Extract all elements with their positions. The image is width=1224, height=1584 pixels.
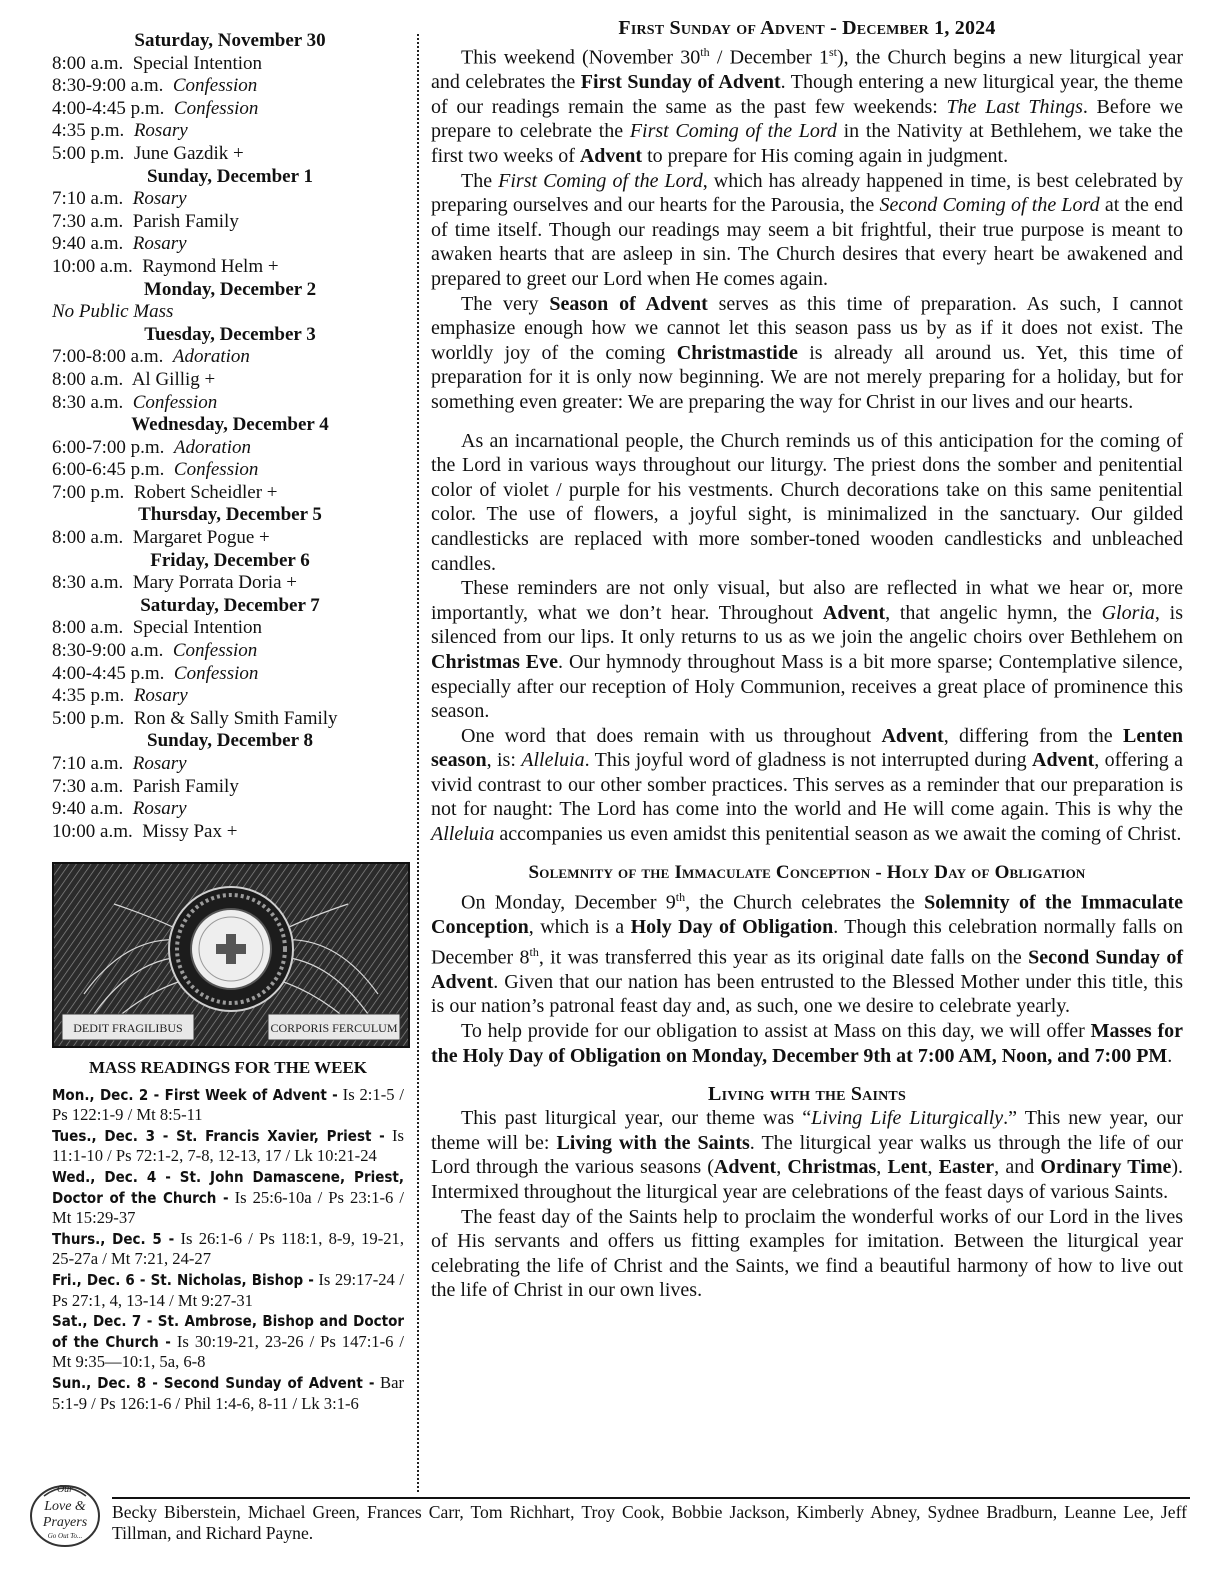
banner-left-text: DEDIT FRAGILIBUS — [73, 1021, 183, 1035]
reading-entry — [52, 1373, 404, 1414]
eucharist-engraving-image — [52, 862, 410, 1048]
schedule-intention: Missy Pax + — [142, 820, 238, 842]
schedule-entry — [52, 459, 408, 482]
logo-line-4: Go Out To... — [47, 1532, 83, 1540]
schedule-time: 8:30 a.m. — [52, 391, 124, 413]
schedule-time: 10:00 a.m. — [52, 255, 133, 277]
schedule-intention: Rosary — [133, 685, 188, 707]
schedule-intention: Adoration — [172, 346, 250, 368]
logo-line-3: Prayers — [42, 1515, 88, 1530]
schedule-time: 8:00 a.m. — [52, 527, 124, 549]
schedule-intention: Ron & Sally Smith Family — [133, 707, 338, 729]
reading-day: Mon., Dec. 2 - First Week of Advent - — [52, 1085, 338, 1104]
reading-references: Bar 5:1-9 / Ps 126:1-6 / Phil 1:4-6, 8-11 / Lk 3:1-6 — [52, 1372, 405, 1413]
schedule-time: 8:00 a.m. — [52, 52, 124, 74]
advent-paragraph-1: This weekend (November 30th / December 1st), the Church begins a new liturgical year and celebrates the First Sunday of Advent. Though entering a new liturgical year, the theme of our readings remain the same as the past few weekends: The Last Things. Before we prepare to celebrate the First Coming of the Lord in the Nativity at Bethlehem, we take the first two weeks of Advent to prepare for His coming again in judgment. — [431, 45, 1183, 168]
schedule-intention: June Gazdik + — [133, 142, 244, 164]
schedule-day-heading: Friday, December 6 — [150, 549, 310, 571]
schedule-day-heading: Wednesday, December 4 — [131, 414, 329, 436]
schedule-entry — [52, 640, 408, 663]
logo-line-1: Our — [56, 1484, 74, 1495]
schedule-intention: Rosary — [132, 188, 187, 210]
schedule-time: 4:00-4:45 p.m. — [52, 662, 165, 684]
schedule-time: 7:00-8:00 a.m. — [52, 346, 164, 368]
schedule-time: 7:10 a.m. — [52, 753, 124, 774]
schedule-entry — [52, 527, 408, 550]
schedule-intention: Confession — [172, 640, 258, 662]
column-divider — [417, 34, 419, 1492]
schedule-entry — [52, 120, 408, 143]
schedule-entry — [52, 753, 408, 776]
schedule-entry — [52, 685, 408, 708]
schedule-entry — [52, 437, 408, 460]
saints-paragraph-2: The feast day of the Saints help to proclaim the wonderful works of our Lord in the lives of His servants and offers us fitting examples for imitation. Between the liturgical year celebrating the life of Christ and the Saints, we find a beautiful harmony of how to live out the life of Christ in our own lives. — [431, 1205, 1183, 1302]
reading-day: Fri., Dec. 6 - St. Nicholas, Bishop - — [52, 1270, 314, 1289]
mass-schedule — [52, 30, 408, 843]
schedule-entry — [52, 482, 408, 505]
schedule-intention: No Public Mass — [52, 301, 174, 323]
schedule-entry — [52, 821, 408, 844]
readings-list — [52, 1085, 404, 1415]
schedule-day-heading: Sunday, December 1 — [147, 165, 313, 187]
schedule-time: 5:00 p.m. — [52, 142, 125, 164]
prayer-list-names: Becky Biberstein, Michael Green, Frances Carr, Tom Richhart, Troy Cook, Bobbie Jackson, Kimberly Abney, Sydnee Bradburn, Leanne Lee, Jeff Tillman, and Richard Payne. — [112, 1502, 1187, 1543]
solemnity-paragraph-2: To help provide for our obligation to assist at Mass on this day, we will offer Masses for the Holy Day of Obligation on Monday, December 9th at 7:00 AM, Noon, and 7:00 PM. — [431, 1019, 1183, 1067]
reading-entry — [52, 1085, 404, 1126]
schedule-time: 7:30 a.m. — [52, 210, 124, 232]
schedule-time: 4:35 p.m. — [52, 685, 125, 707]
reading-entry — [52, 1229, 404, 1270]
reading-entry — [52, 1270, 404, 1311]
schedule-day-heading: Saturday, December 7 — [140, 594, 320, 616]
schedule-intention: Confession — [173, 459, 259, 481]
schedule-intention: Rosary — [132, 233, 187, 255]
schedule-time: 10:00 a.m. — [52, 820, 133, 842]
schedule-day-heading: Tuesday, December 3 — [144, 323, 316, 345]
reading-entry — [52, 1167, 404, 1229]
reading-entry — [52, 1311, 404, 1373]
solemnity-paragraph-1: On Monday, December 9th, the Church celebrates the Solemnity of the Immaculate Conception, which is a Holy Day of Obligation. Though this celebration normally falls on December 8th, it was transferred this year as its original date falls on the Second Sunday of Advent. Given that our nation has been entrusted to the Blessed Mother under this title, this is our nation’s patronal feast day and, as such, one we desire to celebrate yearly. — [431, 889, 1183, 1018]
schedule-intention: Rosary — [132, 753, 187, 774]
schedule-entry — [52, 98, 408, 121]
schedule-day-heading: Saturday, November 30 — [134, 30, 326, 51]
advent-paragraph-3: The very Season of Advent serves as this time of preparation. As such, I cannot emphasize enough how we cannot let this season pass us by as if it does not exist. The worldly joy of the coming Christmastide is already all around us. Yet, this time of preparation for it is only now beginning. We are not merely preparing for a holiday, but for something even greater: We are preparing the way for Christ in our lives and our hearts. — [431, 292, 1183, 413]
advent-title: First Sunday of Advent - December 1, 2024 — [618, 17, 996, 39]
reading-references: Is 11:1-10 / Ps 72:1-2, 7-8, 12-13, 17 / Lk 10:21-24 — [52, 1125, 404, 1166]
schedule-time: 6:00-7:00 p.m. — [52, 436, 165, 458]
schedule-day-heading: Monday, December 2 — [143, 278, 317, 300]
schedule-intention: Mary Porrata Doria + — [132, 572, 297, 594]
article-column — [431, 16, 1183, 1303]
schedule-entry — [52, 663, 408, 686]
schedule-day-heading: Thursday, December 5 — [138, 504, 322, 526]
schedule-time: 8:30-9:00 a.m. — [52, 75, 164, 97]
schedule-entry — [52, 233, 408, 256]
schedule-intention: Confession — [173, 662, 259, 684]
advent-paragraph-2: The First Coming of the Lord, which has already happened in time, is best celebrated by preparing ourselves and our hearts for the Parousia, the Second Coming of the Lord at the end of time itself. Though our readings may seem a bit frightful, their true purpose is meant to awaken hearts that are asleep in sin. The Church desires that every heart be awakened and prepared to greet our Lord when He comes again. — [431, 169, 1184, 290]
solemnity-title: Solemnity of the Immaculate Conception - Holy Day of Obligation — [528, 861, 1086, 883]
schedule-time: 8:30-9:00 a.m. — [52, 640, 164, 662]
schedule-intention: Margaret Pogue + — [132, 527, 270, 549]
schedule-intention: Special Intention — [132, 617, 263, 639]
schedule-time: 4:00-4:45 p.m. — [52, 97, 165, 119]
love-and-prayers-logo — [26, 1476, 104, 1552]
reading-entry — [52, 1126, 404, 1167]
schedule-entry — [52, 346, 408, 369]
advent-paragraph-5: These reminders are not only visual, but also are reflected in what we hear or, more importantly, what we don’t hear. Throughout Advent, that angelic hymn, the Gloria, is silenced from our lips. It only returns to us as we join the angelic choirs over Bethlehem on Christmas Eve. Our hymnody throughout Mass is a bit more sparse; Contemplative silence, especially after our reception of Holy Communion, receives a great place of prominence this season. — [431, 577, 1184, 723]
reading-references: Is 29:17-24 / Ps 27:1, 4, 13-14 / Mt 9:27-31 — [52, 1269, 404, 1310]
advent-paragraph-6: One word that does remain with us throughout Advent, differing from the Lenten season, is: Alleluia. This joyful word of gladness is not interrupted during Advent, offering a vivid contrast to our other somber practices. This serves as a reminder that our preparation is not for naught: The Lord has come into the world and He will come again. This is why the Alleluia accompanies us even amidst this penitential season as we await the coming of Christ. — [431, 724, 1184, 846]
schedule-time: 9:40 a.m. — [52, 233, 124, 255]
schedule-time: 8:30 a.m. — [52, 572, 124, 594]
reading-references: Is 26:1-6 / Ps 118:1, 8-9, 19-21, 25-27a / Mt 7:21, 24-27 — [52, 1228, 404, 1269]
schedule-entry — [52, 798, 408, 821]
schedule-entry — [52, 53, 408, 76]
schedule-intention: Confession — [172, 75, 258, 97]
advent-paragraph-4: As an incarnational people, the Church reminds us of this anticipation for the coming of the Lord in various ways throughout our liturgy. The priest dons the somber and penitential color of violet / purple for his vestments. Church decorations take on this same penitential color. The use of flowers, a joyful sight, is minimalized in the sanctuary. Our gilded candlesticks are replaced with more somber-toned wooden candlesticks and unbleached candles. — [431, 429, 1183, 575]
schedule-intention: Confession — [132, 391, 218, 413]
schedule-intention: Special Intention — [132, 52, 263, 74]
reading-references: Is 2:1-5 / Ps 122:1-9 / Mt 8:5-11 — [52, 1084, 405, 1125]
reading-references: Is 25:6-10a / Ps 23:1-6 / Mt 15:29-37 — [52, 1187, 404, 1228]
schedule-entry — [52, 188, 408, 211]
schedule-time: 7:10 a.m. — [52, 188, 124, 210]
schedule-time: 7:30 a.m. — [52, 775, 124, 797]
schedule-intention: Parish Family — [132, 210, 239, 232]
reading-references: Is 30:19-21, 23-26 / Ps 147:1-6 / Mt 9:35—10:1, 5a, 6-8 — [52, 1331, 405, 1372]
schedule-time: 9:40 a.m. — [52, 798, 124, 820]
reading-day: Thurs., Dec. 5 - — [52, 1229, 175, 1248]
schedule-time: 8:00 a.m. — [52, 617, 124, 639]
banner-right-text: CORPORIS FERCULUM — [270, 1021, 398, 1035]
schedule-intention: Parish Family — [132, 775, 239, 797]
schedule-entry — [52, 392, 408, 415]
schedule-entry — [52, 143, 408, 166]
schedule-entry — [52, 572, 408, 595]
schedule-entry — [52, 301, 408, 324]
schedule-intention: Al Gillig + — [131, 368, 216, 390]
saints-title: Living with the Saints — [708, 1083, 906, 1106]
mass-readings — [52, 1058, 404, 1414]
schedule-intention: Raymond Helm + — [142, 255, 279, 277]
schedule-entry — [52, 776, 408, 799]
reading-day: Sat., Dec. 7 - St. Ambrose, Bishop and Doctor of the Church - — [52, 1312, 404, 1351]
schedule-intention: Rosary — [133, 120, 188, 142]
schedule-entry — [52, 369, 408, 392]
schedule-intention: Robert Scheidler + — [133, 481, 278, 503]
reading-day: Wed., Dec. 4 - St. John Damascene, Priest, Doctor of the Church - — [52, 1167, 404, 1207]
schedule-time: 6:00-6:45 p.m. — [52, 459, 165, 481]
schedule-entry — [52, 211, 408, 234]
schedule-entry — [52, 75, 408, 98]
readings-title: MASS READINGS FOR THE WEEK — [88, 1058, 368, 1077]
logo-line-2: Love & — [44, 1499, 86, 1514]
schedule-intention: Rosary — [132, 798, 187, 820]
schedule-day-heading: Sunday, December 8 — [147, 730, 313, 752]
footer-rule — [112, 1497, 1190, 1499]
schedule-time: 4:35 p.m. — [52, 120, 125, 142]
schedule-time: 5:00 p.m. — [52, 707, 125, 729]
saints-paragraph-1: This past liturgical year, our theme was “Living Life Liturgically.” This new year, our theme will be: Living with the Saints. The liturgical year walks us through the life of our Lord through the various seasons (Advent, Christmas, Lent, Easter, and Ordinary Time). Intermixed throughout the liturgical year are celebrations of the feast days of various Saints. — [431, 1107, 1184, 1203]
schedule-intention: Confession — [173, 97, 259, 119]
engraving-art — [54, 864, 408, 1046]
schedule-entry — [52, 617, 408, 640]
schedule-entry — [52, 256, 408, 279]
schedule-entry — [52, 708, 408, 731]
schedule-intention: Adoration — [173, 436, 251, 458]
schedule-time: 7:00 p.m. — [52, 481, 125, 503]
reading-day: Sun., Dec. 8 - Second Sunday of Advent - — [52, 1373, 375, 1392]
reading-day: Tues., Dec. 3 - St. Francis Xavier, Priest - — [52, 1126, 385, 1145]
schedule-time: 8:00 a.m. — [52, 368, 124, 390]
